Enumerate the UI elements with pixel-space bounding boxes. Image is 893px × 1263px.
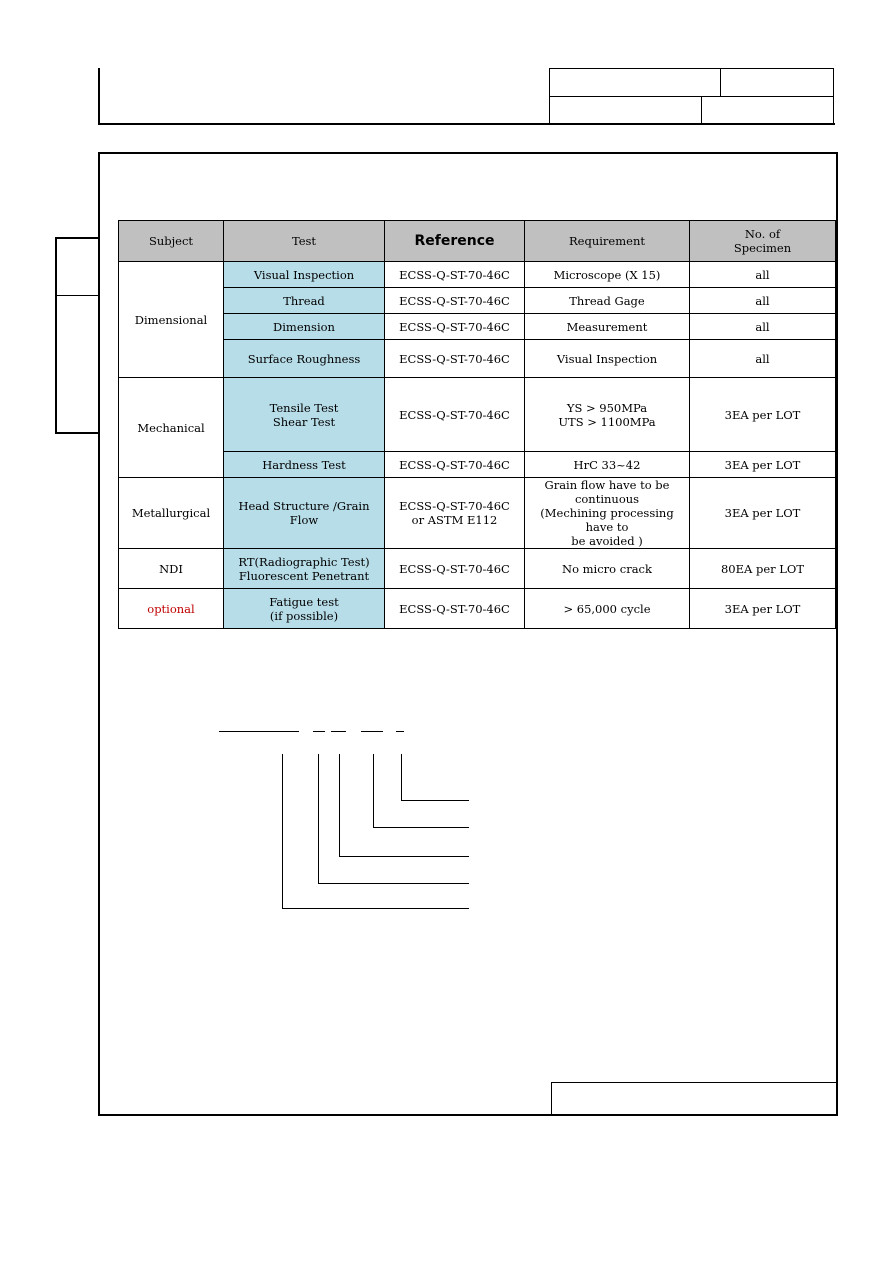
table-row bbox=[119, 262, 836, 288]
requirement-cell bbox=[525, 478, 690, 549]
specimen-cell: all bbox=[690, 288, 836, 314]
table-row bbox=[119, 314, 836, 340]
test-line: Fluorescent Penetrant bbox=[238, 568, 370, 583]
test-cell bbox=[224, 589, 385, 629]
specimen-cell: 80EA per LOT bbox=[690, 549, 836, 589]
reference-cell: ECSS-Q-ST-70-46C bbox=[385, 589, 525, 629]
subject-optional: optional bbox=[119, 589, 224, 629]
reference-cell: ECSS-Q-ST-70-46C bbox=[385, 262, 525, 288]
test-line: Tensile Test bbox=[269, 400, 339, 415]
subject-dimensional: Dimensional bbox=[119, 262, 224, 378]
test-cell bbox=[224, 549, 385, 589]
reference-line: ECSS-Q-ST-70-46C bbox=[399, 499, 510, 513]
table-row bbox=[119, 340, 836, 378]
requirement-cell: Thread Gage bbox=[525, 288, 690, 314]
specimen-cell: all bbox=[690, 262, 836, 288]
header-reference: Reference bbox=[385, 221, 525, 262]
header-requirement: Requirement bbox=[525, 221, 690, 262]
requirement-line: be avoided ) bbox=[571, 534, 643, 548]
requirement-line: UTS > 1100MPa bbox=[558, 414, 656, 429]
specimen-cell: 3EA per LOT bbox=[690, 452, 836, 478]
requirement-cell: HrC 33~42 bbox=[525, 452, 690, 478]
requirement-cell: Microscope (X 15) bbox=[525, 262, 690, 288]
requirement-line: continuous bbox=[574, 492, 640, 506]
test-cell: Thread bbox=[224, 288, 385, 314]
table-row bbox=[119, 589, 836, 629]
header-specimen bbox=[690, 221, 836, 262]
reference-cell: ECSS-Q-ST-70-46C bbox=[385, 549, 525, 589]
specimen-cell: 3EA per LOT bbox=[690, 378, 836, 452]
reference-cell: ECSS-Q-ST-70-46C bbox=[385, 452, 525, 478]
table-row bbox=[119, 378, 836, 452]
test-cell: Visual Inspection bbox=[224, 262, 385, 288]
reference-cell bbox=[385, 478, 525, 549]
requirement-line: YS > 950MPa bbox=[566, 400, 648, 415]
header-test: Test bbox=[224, 221, 385, 262]
reference-cell: ECSS-Q-ST-70-46C bbox=[385, 378, 525, 452]
test-line: Fatigue test bbox=[269, 594, 339, 609]
test-cell: Surface Roughness bbox=[224, 340, 385, 378]
header-specimen-line1: No. of bbox=[744, 227, 781, 241]
table-row bbox=[119, 549, 836, 589]
reference-cell: ECSS-Q-ST-70-46C bbox=[385, 288, 525, 314]
test-cell: Dimension bbox=[224, 314, 385, 340]
test-cell bbox=[224, 378, 385, 452]
table-row bbox=[119, 452, 836, 478]
specimen-cell: 3EA per LOT bbox=[690, 589, 836, 629]
test-line: (if possible) bbox=[269, 608, 339, 623]
test-line: Shear Test bbox=[272, 414, 336, 429]
test-line: RT(Radiographic Test) bbox=[238, 554, 370, 569]
subject-metallurgical: Metallurgical bbox=[119, 478, 224, 549]
subject-mechanical: Mechanical bbox=[119, 378, 224, 478]
test-cell: Hardness Test bbox=[224, 452, 385, 478]
specimen-cell: all bbox=[690, 314, 836, 340]
requirement-cell bbox=[525, 378, 690, 452]
requirement-cell: > 65,000 cycle bbox=[525, 589, 690, 629]
subject-ndi: NDI bbox=[119, 549, 224, 589]
requirement-cell: Measurement bbox=[525, 314, 690, 340]
reference-cell: ECSS-Q-ST-70-46C bbox=[385, 314, 525, 340]
requirement-line: Grain flow have to be bbox=[544, 478, 670, 492]
requirement-line: (Mechining processing have to bbox=[540, 506, 674, 534]
header-specimen-line2: Specimen bbox=[733, 241, 792, 255]
specimen-cell: 3EA per LOT bbox=[690, 478, 836, 549]
header-subject: Subject bbox=[119, 221, 224, 262]
specimen-cell: all bbox=[690, 340, 836, 378]
requirement-cell: No micro crack bbox=[525, 549, 690, 589]
reference-line: or ASTM E112 bbox=[411, 513, 498, 527]
table-row bbox=[119, 288, 836, 314]
table-row bbox=[119, 478, 836, 549]
requirement-cell: Visual Inspection bbox=[525, 340, 690, 378]
test-requirements-table bbox=[118, 220, 836, 629]
reference-cell: ECSS-Q-ST-70-46C bbox=[385, 340, 525, 378]
table-header-row bbox=[119, 221, 836, 262]
test-cell: Head Structure /Grain Flow bbox=[224, 478, 385, 549]
